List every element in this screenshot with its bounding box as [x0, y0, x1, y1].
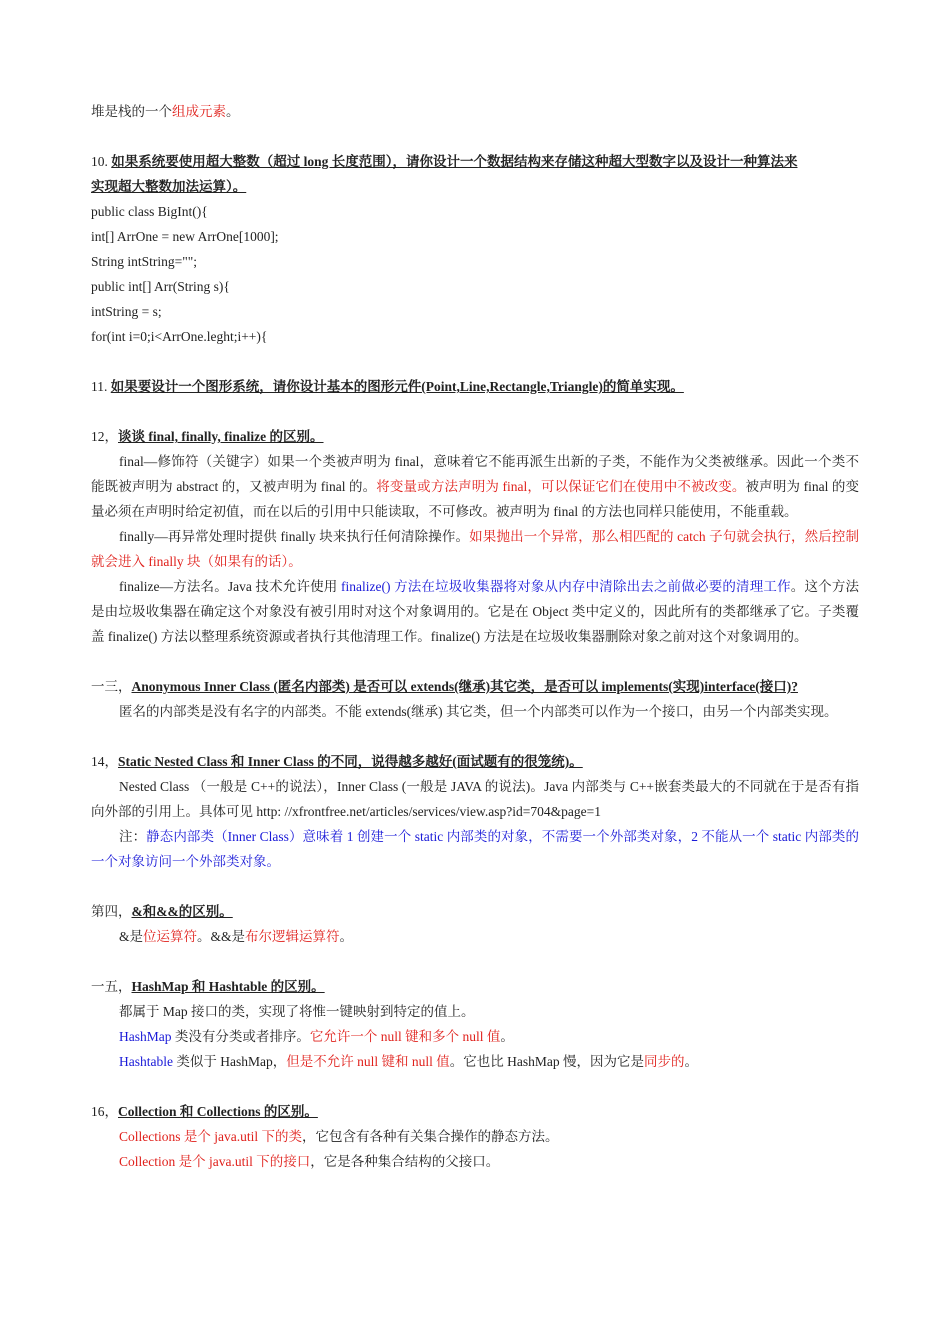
- q12-p3-text: finalize—方法名。Java 技术允许使用: [119, 579, 342, 594]
- q10-number: 10.: [91, 154, 112, 169]
- q4-paragraph: [91, 924, 859, 949]
- q12-p1-text: final—修饰符（关键字）如果一个类被声明为 final，意味着它不能再派生出新的子类，不能作为父类被继承。因此一个类不能既被声明为 abstract 的，又被声明为 final 的。: [91, 454, 859, 494]
- q14-title: Static Nested Class 和 Inner Class 的不同，说得越多越好(面试题有的很笼统)。: [118, 754, 583, 769]
- intro-line: [91, 99, 859, 124]
- q16-l2-text: ，它是各种集合结构的父接口。: [310, 1154, 500, 1169]
- q4-title: &和&&的区别。: [131, 904, 233, 919]
- q15-l3-highlight-2: 同步的: [644, 1054, 685, 1069]
- q15-line-3: [91, 1049, 859, 1074]
- spacer: [91, 124, 859, 149]
- q14-note: [91, 824, 859, 874]
- q11-title: 如果要设计一个图形系统，请你设计基本的图形元件(Point,Line,Rectangle,Triangle)的简单实现。: [110, 379, 684, 394]
- q10-title-2: 实现超大整数加法运算）。: [91, 179, 247, 194]
- q12-number: 12，: [91, 429, 118, 444]
- q15-l3-text-2: 。它也比 HashMap 慢，因为它是: [449, 1054, 644, 1069]
- q12-paragraph-finalize: [91, 574, 859, 649]
- q13-heading: [91, 674, 859, 699]
- spacer: [91, 649, 859, 674]
- q15-hashmap: HashMap: [119, 1029, 172, 1044]
- q11-number: 11.: [91, 379, 111, 394]
- q16-line-1: [91, 1124, 859, 1149]
- q12-heading: [91, 424, 859, 449]
- q4-number: 第四，: [91, 904, 132, 919]
- q15-line-1: 都属于 Map 接口的类，实现了将惟一键映射到特定的值上。: [119, 1004, 475, 1019]
- intro-end: 。: [226, 104, 240, 119]
- q12-p2-text: finally—再异常处理时提供 finally 块来执行任何清除操作。: [119, 529, 470, 544]
- q15-l2-end: 。: [500, 1029, 514, 1044]
- q11-heading: [91, 374, 859, 399]
- spacer: [91, 1074, 859, 1099]
- q10-heading: [91, 149, 859, 199]
- q14-note-label: 注：: [119, 829, 147, 844]
- q15-heading: [91, 974, 859, 999]
- document-page: [91, 99, 859, 1174]
- q14-note-highlight: 静态内部类（Inner Class）意味着 1 创建一个 static 内部类的对象，不需要一个外部类对象，2 不能从一个 static 内部类的一个对象访问一个外部类对象。: [91, 829, 860, 869]
- q4-highlight-bitwise: 位运算符: [143, 929, 198, 944]
- q12-p1-highlight: 将变量或方法声明为 final，可以保证它们在使用中不被改变。: [376, 479, 746, 494]
- q12-paragraph-final: [91, 449, 859, 524]
- code-line: int[] ArrOne = new ArrOne[1000];: [91, 229, 279, 244]
- q12-title: 谈谈 final, finally, finalize 的区别。: [118, 429, 324, 444]
- code-line: for(int i=0;i<ArrOne.leght;i++){: [91, 329, 268, 344]
- q14-heading: [91, 749, 859, 774]
- spacer: [91, 724, 859, 749]
- q16-number: 16，: [91, 1104, 118, 1119]
- code-line: intString = s;: [91, 304, 162, 319]
- q16-title: Collection 和 Collections 的区别。: [118, 1104, 318, 1119]
- q12-p3-text-rest: 。这个方法是由垃圾收集器在确定这个对象没有被引用时对这个对象调用的。它是在 Object 类中定义的，因此所有的类都继承了它。子类覆盖 finalize() 方法以整理系统资源或者执行其他清理工作。finalize() 方法是在垃圾收集器删除对象之前对这个对象调用的。: [91, 579, 859, 644]
- q15-l3-end: 。: [684, 1054, 698, 1069]
- q15-l2-highlight: 它允许一个 null 键和多个 null 值: [309, 1029, 501, 1044]
- spacer: [91, 874, 859, 899]
- q4-text-e: 。: [339, 929, 354, 944]
- code-line: public class BigInt(){: [91, 204, 208, 219]
- q15-line-2: [91, 1024, 859, 1049]
- spacer: [91, 349, 859, 374]
- q12-p1-text-rest: 被声明为 final 的变量必须在声明时给定初值，而在以后的引用中只能读取，不可修改。被声明为 final 的方法也同样只能使用，不能重载。: [91, 479, 859, 519]
- q4-heading: [91, 899, 859, 924]
- q13-paragraph: 匿名的内部类是没有名字的内部类。不能 extends(继承) 其它类，但一个内部类可以作为一个接口，由另一个内部类实现。: [119, 704, 838, 719]
- spacer: [91, 949, 859, 974]
- q15-title: HashMap 和 Hashtable 的区别。: [131, 979, 325, 994]
- q16-l1-highlight: Collections 是个 java.util 下的类: [119, 1129, 302, 1144]
- q15-number: 一五，: [91, 979, 132, 994]
- code-line: public int[] Arr(String s){: [91, 279, 230, 294]
- q12-p2-highlight: 如果抛出一个异常，那么相匹配的 catch 子句就会执行，然后控制就会进入 finally 块（如果有的话）。: [91, 529, 859, 569]
- q12-paragraph-finally: [91, 524, 859, 574]
- q13-title: Anonymous Inner Class (匿名内部类) 是否可以 extends(继承)其它类，是否可以 implements(实现)interface(接口)?: [131, 679, 798, 694]
- q12-p3-highlight: finalize() 方法在垃圾收集器将对象从内存中清除出去之前做必要的清理工作: [341, 579, 791, 594]
- q4-text-a: &是: [119, 929, 144, 944]
- q15-l2-text: 类没有分类或者排序。: [171, 1029, 310, 1044]
- q15-l3-text: 类似于 HashMap，: [172, 1054, 287, 1069]
- q10-title-1: 如果系统要使用超大整数（超过 long 长度范围），请你设计一个数据结构来存储这种超大型数字以及设计一种算法来: [111, 154, 798, 169]
- q13-number: 一三，: [91, 679, 132, 694]
- q15-l3-highlight: 但是不允许 null 键和 null 值: [286, 1054, 450, 1069]
- spacer: [91, 399, 859, 424]
- code-line: String intString="";: [91, 254, 198, 269]
- q14-number: 14，: [91, 754, 118, 769]
- q14-paragraph: Nested Class （一般是 C++的说法），Inner Class (一般是 JAVA 的说法)。Java 内部类与 C++嵌套类最大的不同就在于是否有指向外部的引用上。具体可见 http: //xfrontfree.net/articles/services/view.asp?id=704&page=1: [91, 779, 859, 819]
- q16-l2-highlight: Collection 是个 java.util 下的接口: [119, 1154, 311, 1169]
- q16-heading: [91, 1099, 859, 1124]
- q16-l1-text: ，它包含有各种有关集合操作的静态方法。: [301, 1129, 559, 1144]
- intro-text: 堆是栈的一个: [91, 104, 172, 119]
- q4-highlight-logical: 布尔逻辑运算符: [245, 929, 340, 944]
- q16-line-2: [91, 1149, 859, 1174]
- intro-highlight: 组成元素: [172, 104, 226, 119]
- q4-text-c: 。&&是: [197, 929, 246, 944]
- q15-hashtable: Hashtable: [119, 1054, 173, 1069]
